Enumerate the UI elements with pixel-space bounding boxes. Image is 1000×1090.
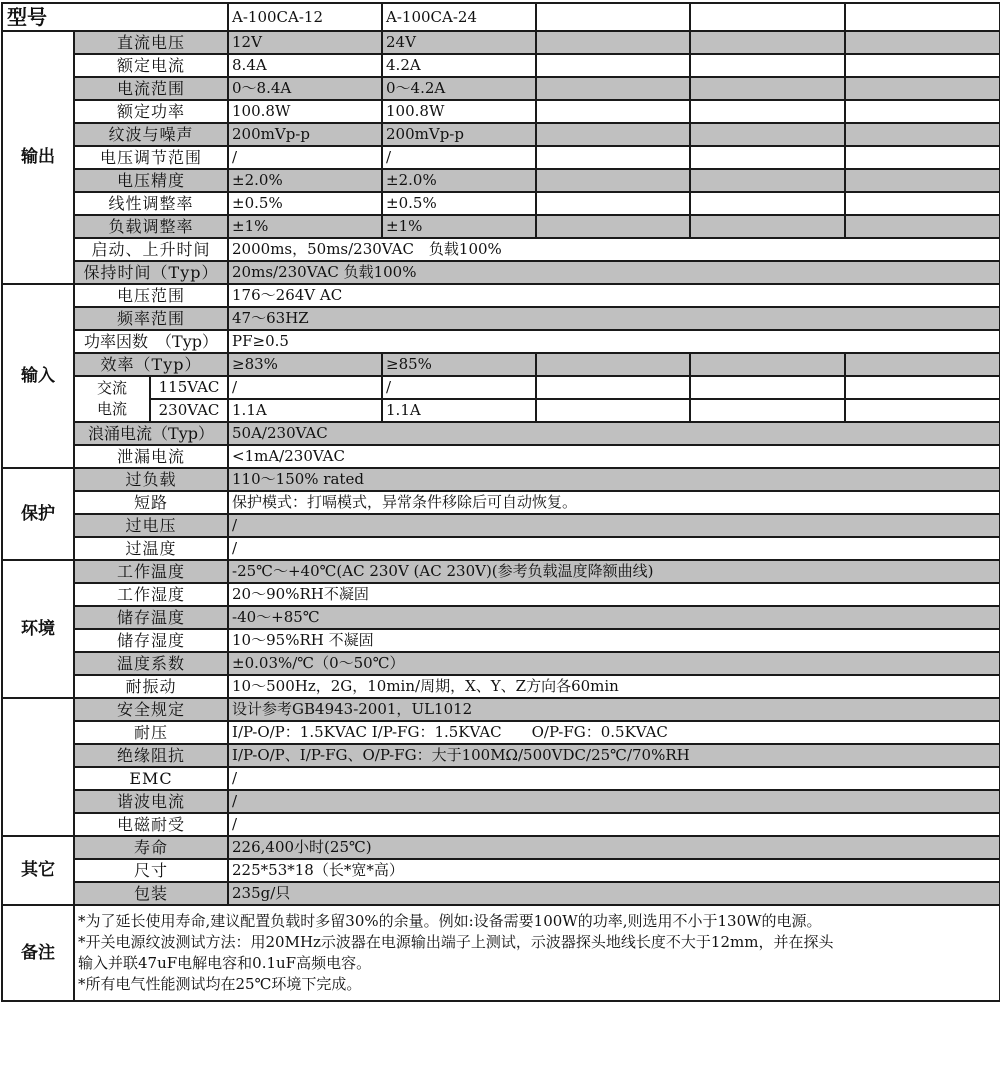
cell-value [845, 100, 1000, 123]
cell-value [536, 399, 690, 422]
row-label: 绝缘阻抗 [74, 744, 228, 767]
row-label-ac-current [74, 376, 150, 422]
category-output: 输出 [2, 31, 74, 284]
row-label: 电压调节范围 [74, 146, 228, 169]
cell-value: / [228, 813, 1000, 836]
cell-value: -25℃～+40℃(AC 230V (AC 230V)(参考负载温度降额曲线) [228, 560, 1000, 583]
remark-line: *所有电气性能测试均在25℃环境下完成。 [78, 975, 362, 993]
table-row [2, 675, 1000, 698]
table-row [2, 399, 1000, 422]
table-row [2, 583, 1000, 606]
cell-value [536, 31, 690, 54]
row-label: 工作湿度 [74, 583, 228, 606]
cell-value: 0～8.4A [228, 77, 382, 100]
model-title: 型号 [2, 3, 228, 31]
cell-value [536, 353, 690, 376]
table-row [2, 353, 1000, 376]
row-label: 过温度 [74, 537, 228, 560]
cell-value: 226,400小时(25℃) [228, 836, 1000, 859]
cell-value: ±0.03%/℃（0～50℃） [228, 652, 1000, 675]
row-label: 温度系数 [74, 652, 228, 675]
table-row [2, 215, 1000, 238]
cell-value: ±1% [228, 215, 382, 238]
row-label: 尺寸 [74, 859, 228, 882]
cell-value: / [228, 376, 382, 399]
category-input: 输入 [2, 284, 74, 468]
cell-value: 10～95%RH 不凝固 [228, 629, 1000, 652]
cell-value: ±2.0% [228, 169, 382, 192]
cell-value: 12V [228, 31, 382, 54]
table-row [2, 422, 1000, 445]
cell-value: 24V [382, 31, 536, 54]
table-row [2, 698, 1000, 721]
table-row [2, 123, 1000, 146]
cell-value [536, 100, 690, 123]
table-row [2, 376, 1000, 399]
cell-value [690, 215, 845, 238]
model-name: A-100CA-12 [228, 3, 382, 31]
table-row [2, 54, 1000, 77]
cell-value [845, 353, 1000, 376]
cell-value [536, 146, 690, 169]
table-row [2, 77, 1000, 100]
row-label: 泄漏电流 [74, 445, 228, 468]
cell-value [690, 376, 845, 399]
cell-value [536, 77, 690, 100]
table-row [2, 31, 1000, 54]
spec-table [1, 2, 1000, 1002]
cell-value [690, 146, 845, 169]
row-label: 电磁耐受 [74, 813, 228, 836]
row-label: 过电压 [74, 514, 228, 537]
row-label: 效率（Typ） [74, 353, 228, 376]
cell-value: 176～264V AC [228, 284, 1000, 307]
table-row [2, 652, 1000, 675]
cell-value: ≥85% [382, 353, 536, 376]
cell-value: 保护模式：打嗝模式，异常条件移除后可自动恢复。 [228, 491, 1000, 514]
sub-label: 230VAC [150, 399, 228, 422]
table-row [2, 284, 1000, 307]
cell-value [845, 146, 1000, 169]
cell-value: 200mVp-p [228, 123, 382, 146]
row-label: 过负载 [74, 468, 228, 491]
cell-value: ±2.0% [382, 169, 536, 192]
table-row [2, 836, 1000, 859]
row-label: 启动、上升时间 [74, 238, 228, 261]
cell-value [690, 123, 845, 146]
remark-line: *开关电源纹波测试方法：用20MHz示波器在电源输出端子上测试，示波器探头地线长度不大于12mm，并在探头 [78, 933, 834, 951]
cell-value [845, 192, 1000, 215]
row-label: 电流范围 [74, 77, 228, 100]
row-label: 电压精度 [74, 169, 228, 192]
model-name [845, 3, 1000, 31]
table-row [2, 767, 1000, 790]
cell-value [845, 376, 1000, 399]
cell-value [536, 215, 690, 238]
cell-value: <1mA/230VAC [228, 445, 1000, 468]
cell-value [690, 399, 845, 422]
cell-value [690, 169, 845, 192]
row-label: 额定功率 [74, 100, 228, 123]
cell-value: 1.1A [228, 399, 382, 422]
table-row [2, 468, 1000, 491]
cell-value [690, 353, 845, 376]
table-row [2, 629, 1000, 652]
table-row [2, 192, 1000, 215]
table-row [2, 330, 1000, 353]
table-row [2, 307, 1000, 330]
table-row [2, 445, 1000, 468]
sub-label: 115VAC [150, 376, 228, 399]
cell-value [845, 77, 1000, 100]
remark-line: 输入并联47uF电解电容和0.1uF高频电容。 [78, 954, 372, 972]
cell-value: 100.8W [382, 100, 536, 123]
cell-value: 100.8W [228, 100, 382, 123]
cell-value [690, 192, 845, 215]
category-remarks: 备注 [2, 905, 74, 1001]
cell-value: 110～150% rated [228, 468, 1000, 491]
cell-value [536, 169, 690, 192]
table-row [2, 744, 1000, 767]
row-label: 线性调整率 [74, 192, 228, 215]
model-name [690, 3, 845, 31]
cell-value: 10～500Hz，2G，10min/周期，X、Y、Z方向各60min [228, 675, 1000, 698]
cell-value [845, 54, 1000, 77]
row-label: 耐振动 [74, 675, 228, 698]
cell-value: ±0.5% [382, 192, 536, 215]
cell-value: 设计参考GB4943-2001，UL1012 [228, 698, 1000, 721]
table-row [2, 606, 1000, 629]
cell-value: 4.2A [382, 54, 536, 77]
cell-value: / [382, 376, 536, 399]
row-label: 直流电压 [74, 31, 228, 54]
cell-value [690, 100, 845, 123]
table-row [2, 169, 1000, 192]
cell-value: 8.4A [228, 54, 382, 77]
cell-value: -40～+85℃ [228, 606, 1000, 629]
cell-value [845, 169, 1000, 192]
cell-value: / [228, 767, 1000, 790]
table-row [2, 721, 1000, 744]
cell-value [690, 31, 845, 54]
cell-value: / [228, 514, 1000, 537]
cell-value: 47～63HZ [228, 307, 1000, 330]
row-label: 频率范围 [74, 307, 228, 330]
row-label: 耐压 [74, 721, 228, 744]
cell-value [845, 123, 1000, 146]
category-protection: 保护 [2, 468, 74, 560]
row-label: 保持时间（Typ） [74, 261, 228, 284]
table-row [2, 261, 1000, 284]
row-label: 包装 [74, 882, 228, 905]
cell-value: / [228, 790, 1000, 813]
cell-value: 20～90%RH不凝固 [228, 583, 1000, 606]
row-label: 储存温度 [74, 606, 228, 629]
cell-value: / [382, 146, 536, 169]
cell-value: / [228, 146, 382, 169]
row-label: 纹波与噪声 [74, 123, 228, 146]
row-label: 储存湿度 [74, 629, 228, 652]
table-row [2, 859, 1000, 882]
cell-value: I/P-O/P：1.5KVAC I/P-FG：1.5KVAC O/P-FG：0.5KVAC [228, 721, 1000, 744]
cell-value: PF≥0.5 [228, 330, 1000, 353]
cell-value: / [228, 537, 1000, 560]
cell-value [536, 192, 690, 215]
table-row [2, 537, 1000, 560]
cell-value [690, 77, 845, 100]
cell-value: 50A/230VAC [228, 422, 1000, 445]
cell-value: I/P-O/P、I/P-FG、O/P-FG：大于100MΩ/500VDC/25℃/70%RH [228, 744, 1000, 767]
row-label: 功率因数 （Typ） [74, 330, 228, 353]
cell-value: 1.1A [382, 399, 536, 422]
table-row [2, 100, 1000, 123]
category-safety [2, 698, 74, 836]
category-other: 其它 [2, 836, 74, 905]
table-row [2, 491, 1000, 514]
cell-value: 2000ms，50ms/230VAC 负载100% [228, 238, 1000, 261]
cell-value [536, 376, 690, 399]
model-name [536, 3, 690, 31]
row-label: 额定电流 [74, 54, 228, 77]
cell-value [690, 54, 845, 77]
row-label: EMC [74, 767, 228, 790]
table-row [2, 790, 1000, 813]
cell-value: ±1% [382, 215, 536, 238]
cell-value: 0～4.2A [382, 77, 536, 100]
row-label: 短路 [74, 491, 228, 514]
table-row [2, 813, 1000, 836]
cell-value [536, 54, 690, 77]
row-label: 寿命 [74, 836, 228, 859]
remark-line: *为了延长使用寿命,建议配置负载时多留30%的余量。例如:设备需要100W的功率,则选用不小于130W的电源。 [78, 912, 822, 930]
row-label: 安全规定 [74, 698, 228, 721]
ac-current-line2: 电流 [96, 400, 127, 418]
model-name: A-100CA-24 [382, 3, 536, 31]
cell-value: 225*53*18（长*宽*高） [228, 859, 1000, 882]
table-row [2, 146, 1000, 169]
spec-sheet [1, 2, 1000, 1002]
cell-value: ≥83% [228, 353, 382, 376]
row-label: 电压范围 [74, 284, 228, 307]
header-row [2, 3, 1000, 31]
row-label: 谐波电流 [74, 790, 228, 813]
table-row [2, 514, 1000, 537]
cell-value: 200mVp-p [382, 123, 536, 146]
cell-value: ±0.5% [228, 192, 382, 215]
cell-value [845, 31, 1000, 54]
table-row [2, 882, 1000, 905]
table-row [2, 238, 1000, 261]
cell-value: 20ms/230VAC 负载100% [228, 261, 1000, 284]
row-label: 工作温度 [74, 560, 228, 583]
cell-value [845, 399, 1000, 422]
table-row [2, 560, 1000, 583]
ac-current-line1: 交流 [96, 379, 127, 397]
cell-value [536, 123, 690, 146]
cell-value [845, 215, 1000, 238]
row-label: 浪涌电流（Typ） [74, 422, 228, 445]
remarks-notes [74, 905, 1000, 1001]
cell-value: 235g/只 [228, 882, 1000, 905]
row-label: 负载调整率 [74, 215, 228, 238]
category-environment: 环境 [2, 560, 74, 698]
remarks-row [2, 905, 1000, 1001]
